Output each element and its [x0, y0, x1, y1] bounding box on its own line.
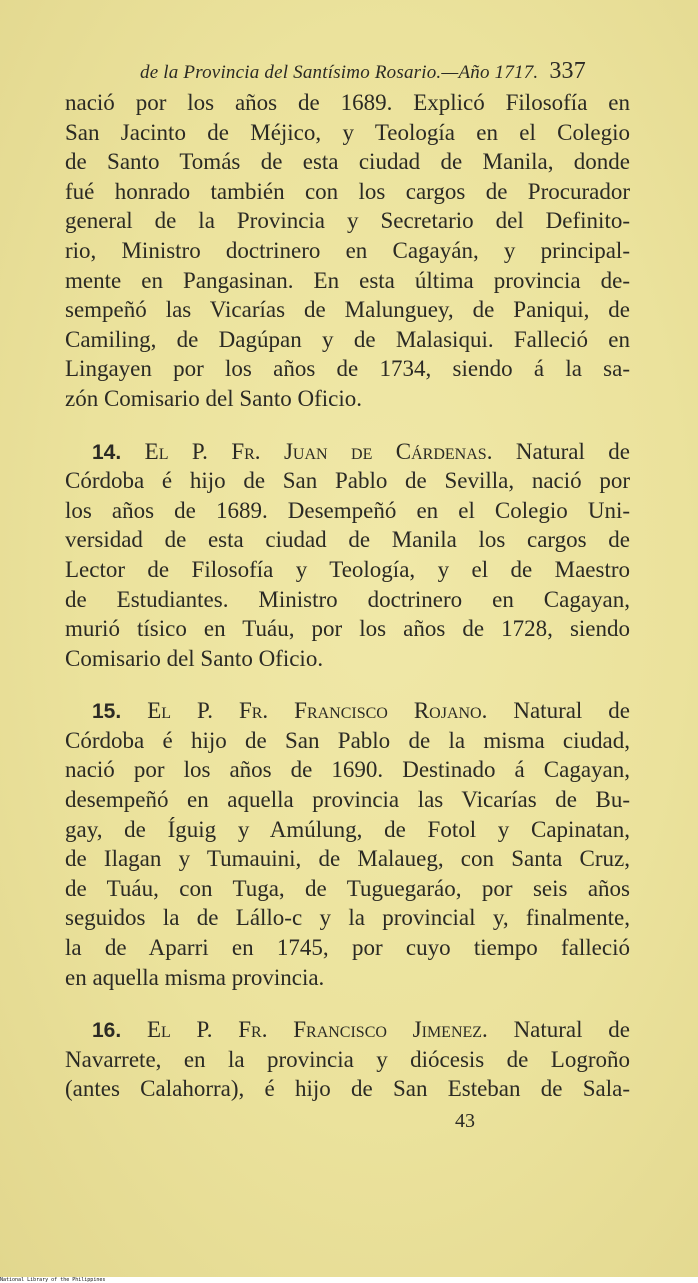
- text-line: nació por los años de 1690. Destinado á Cagayan,: [65, 757, 630, 783]
- entry-first-line: [65, 1015, 630, 1045]
- text-line: rio, Ministro doctrinero en Cagayán, y principal-: [65, 237, 630, 263]
- entry-title: El P. Fr. Francisco Jimenez.: [146, 1017, 488, 1043]
- text-fragment: Natural de: [515, 438, 631, 464]
- entry-number: 14.: [92, 440, 122, 464]
- body-text: [65, 88, 630, 1127]
- text-line: la de Aparri en 1745, por cuyo tiempo falleció: [65, 935, 630, 961]
- text-line: versidad de esta ciudad de Manila los cargos de: [65, 527, 630, 553]
- text-line: de Santo Tomás de esta ciudad de Manila, donde: [65, 149, 630, 175]
- text-line: de Estudiantes. Ministro doctrinero en Cagayan,: [65, 586, 630, 612]
- running-head: [140, 58, 610, 85]
- entry-14: [65, 437, 630, 674]
- text-line: (antes Calahorra), é hijo de San Esteban de Sala-: [65, 1076, 630, 1102]
- entry-16: [65, 1015, 630, 1104]
- text-line: San Jacinto de Méjico, y Teología en el Colegio: [65, 119, 630, 145]
- text-line: Córdoba é hijo de San Pablo de la misma ciudad,: [65, 727, 630, 753]
- text-line: zón Comisario del Santo Oficio.: [65, 385, 363, 411]
- text-line: de Ilagan y Tumauini, de Malaueg, con Santa Cruz,: [65, 846, 630, 872]
- text-line: Comisario del Santo Oficio.: [65, 645, 324, 671]
- entry-title: El P. Fr. Juan de Cárdenas.: [144, 438, 493, 464]
- text-line: murió tísico en Tuáu, por los años de 1728, siendo: [65, 616, 630, 642]
- entry-number: 16.: [92, 1019, 122, 1043]
- text-line: Navarrete, en la provincia y diócesis de Logroño: [65, 1046, 630, 1072]
- text-line: sempeñó las Vicarías de Malunguey, de Paniqui, de: [65, 297, 630, 323]
- text-line: seguidos la de Lállo-c y la provincial y, finalmente,: [65, 905, 630, 931]
- printer-signature-mark: 43: [455, 1110, 475, 1132]
- page-number: 337: [549, 58, 586, 84]
- text-line: Camiling, de Dagúpan y de Malasiqui. Falleció en: [65, 326, 630, 352]
- text-line: fué honrado también con los cargos de Procurador: [65, 178, 630, 204]
- text-fragment: Natural de: [513, 1017, 630, 1043]
- entry-number: 15.: [92, 700, 122, 724]
- entry-first-line: [65, 696, 630, 726]
- text-line: los años de 1689. Desempeñó en el Colegio Uni-: [65, 497, 630, 523]
- library-credit: National Library of the Philippines: [0, 1277, 698, 1283]
- text-fragment: Natural de: [513, 698, 631, 724]
- entry-first-line: [65, 437, 630, 467]
- text-line: general de la Provincia y Secretario del Definito-: [65, 208, 630, 234]
- text-line: de Tuáu, con Tuga, de Tuguegaráo, por seis años: [65, 875, 630, 901]
- entry-15: [65, 696, 630, 992]
- text-line: gay, de Íguig y Amúlung, de Fotol y Capinatan,: [65, 816, 630, 842]
- text-line: en aquella misma provincia.: [65, 964, 325, 990]
- text-line: Lingayen por los años de 1734, siendo á la sa-: [65, 356, 630, 382]
- running-title: de la Provincia del Santísimo Rosario.—Año 1717.: [140, 62, 539, 83]
- text-line: nació por los años de 1689. Explicó Filosofía en: [65, 90, 630, 115]
- text-line: Lector de Filosofía y Teología, y el de Maestro: [65, 556, 630, 582]
- text-line: Córdoba é hijo de San Pablo de Sevilla, nació por: [65, 468, 630, 494]
- entry-title: El P. Fr. Francisco Rojano.: [147, 698, 488, 724]
- text-line: mente en Pangasinan. En esta última provincia de-: [65, 267, 630, 293]
- paragraph-continued: [65, 88, 630, 414]
- text-line: desempeñó en aquella provincia las Vicarías de Bu-: [65, 787, 630, 813]
